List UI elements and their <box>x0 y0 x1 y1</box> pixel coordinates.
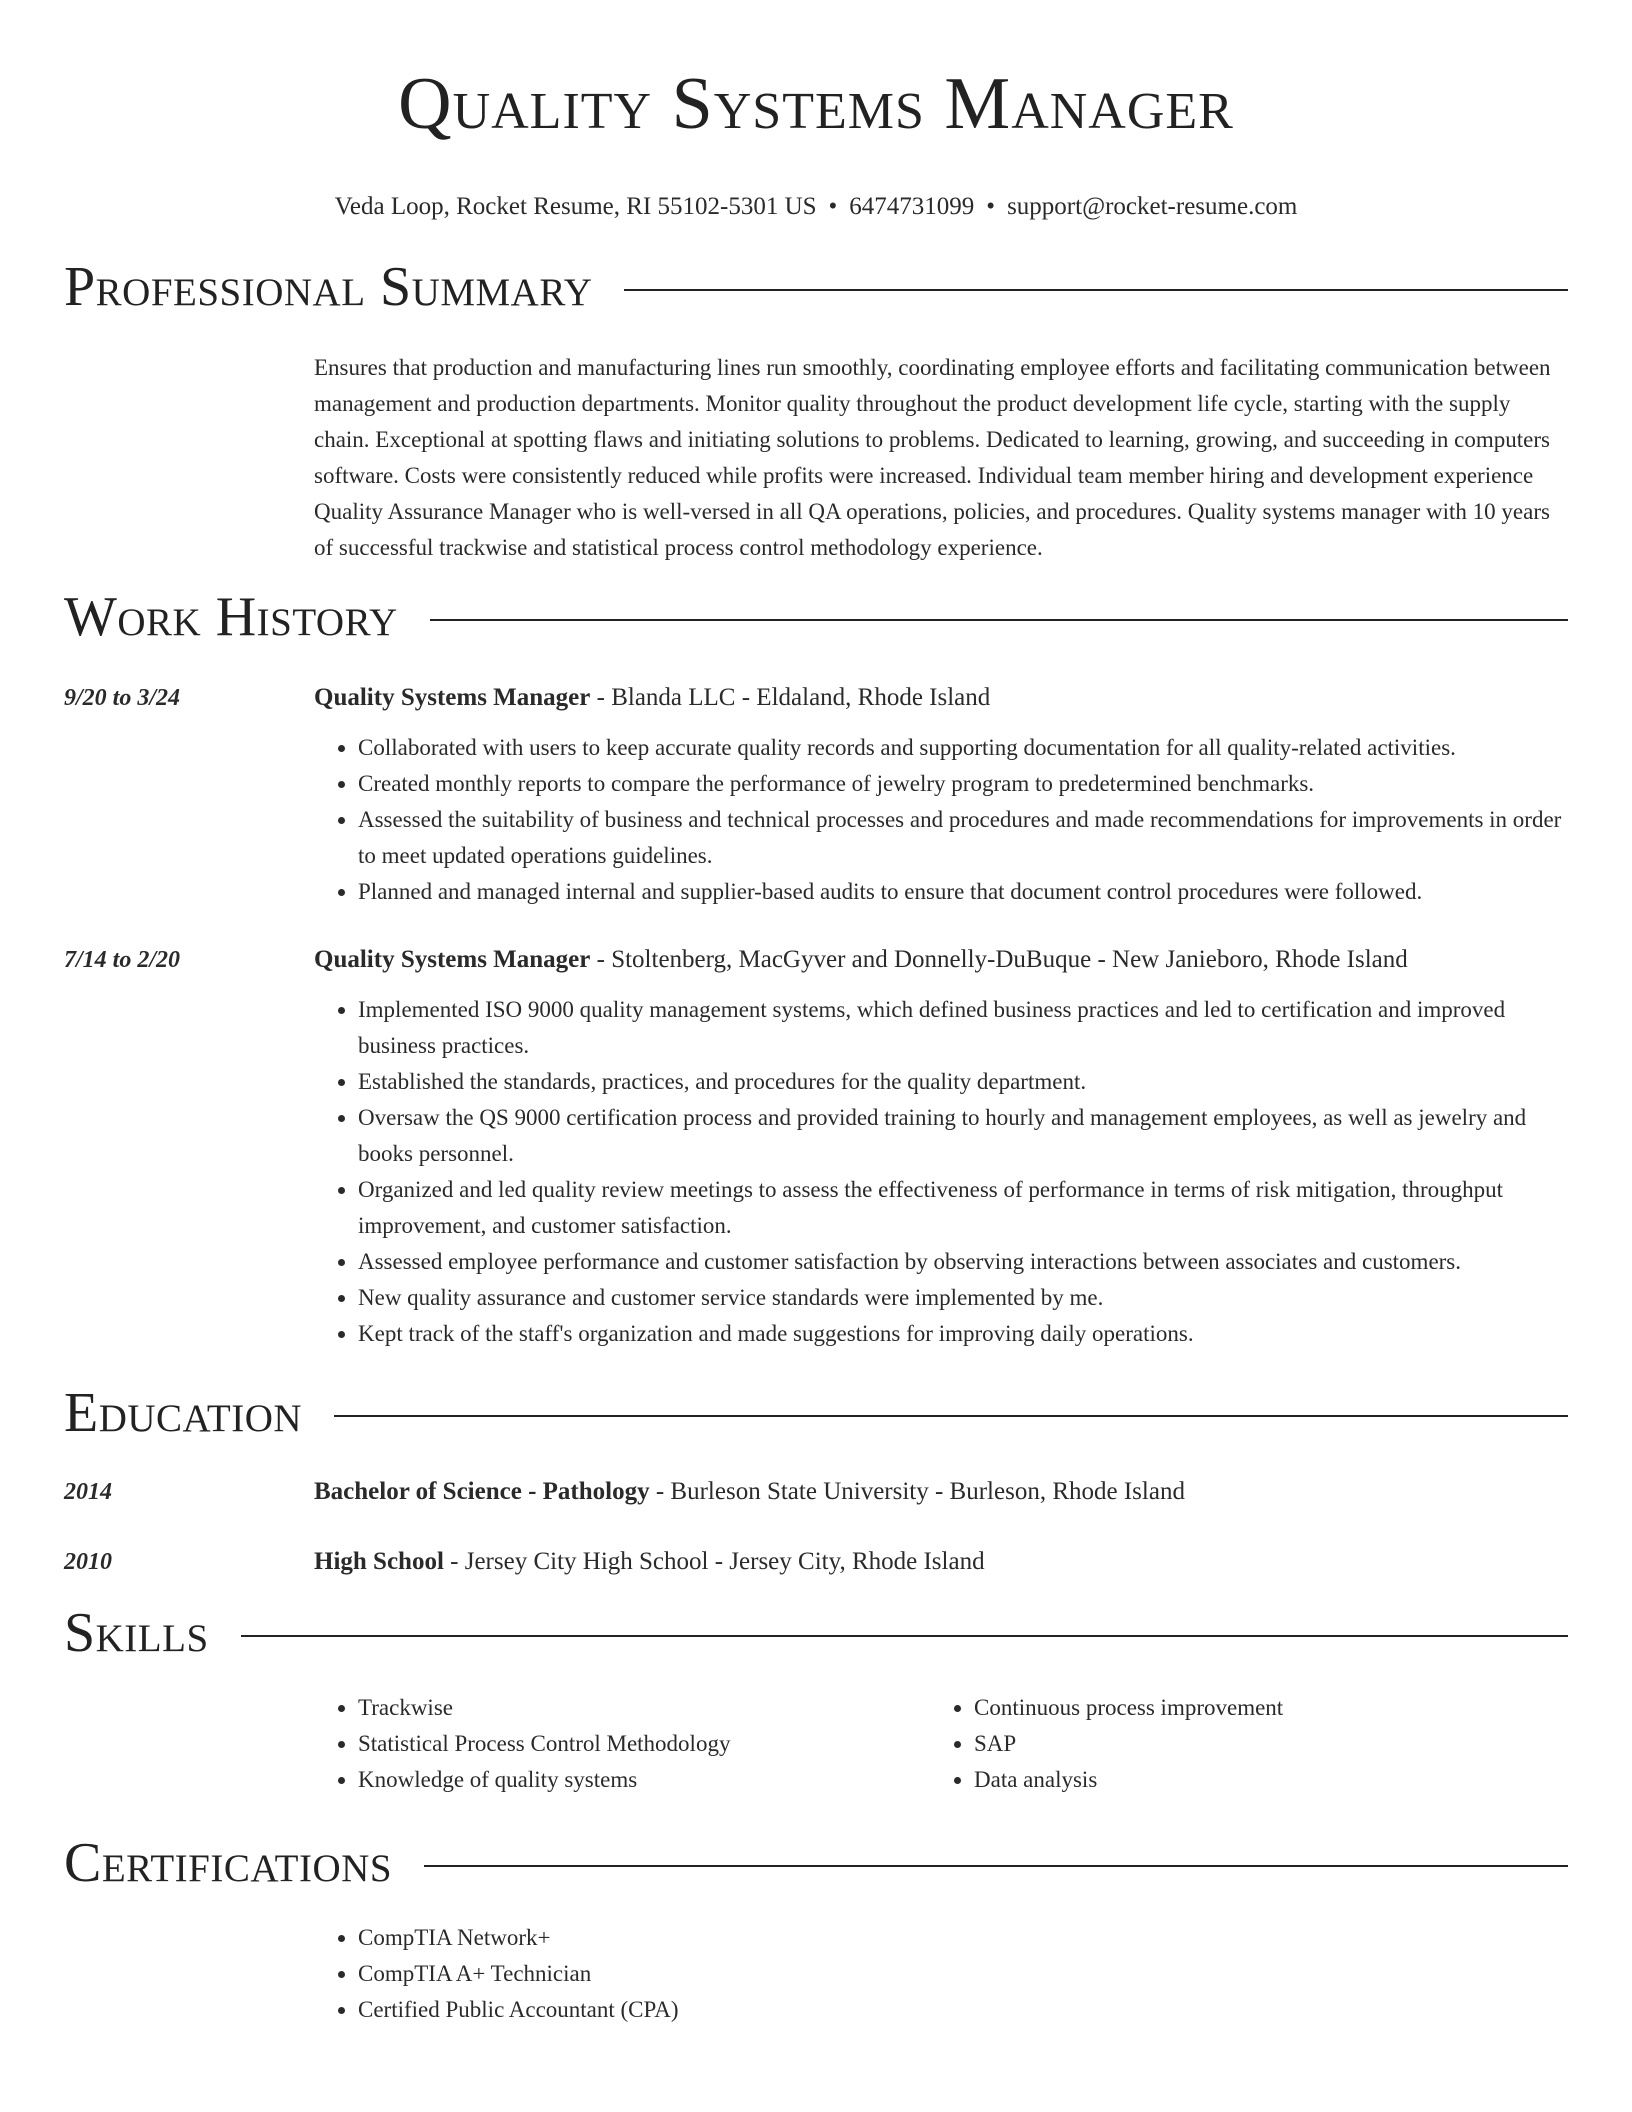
education-year: 2010 <box>64 1549 112 1575</box>
education-details: - Jersey City High School - Jersey City, Rhode Island <box>443 1548 985 1575</box>
certifications-section-header <box>64 1828 1568 1898</box>
job-details: - Stoltenberg, MacGyver and Donnelly-DuBuque - New Janieboro, Rhode Island <box>590 946 1408 973</box>
job-entry <box>64 680 1568 910</box>
section-divider <box>424 1865 1568 1867</box>
certifications-heading: Certifications <box>64 1832 393 1894</box>
section-divider <box>334 1415 1568 1417</box>
skill-item: • Trackwise <box>358 1690 930 1726</box>
skill-item: • Knowledge of quality systems <box>358 1762 930 1798</box>
job-bullets <box>314 730 1568 910</box>
job-bullet: • Organized and led quality review meetings to assess the effectiveness of performance in terms of risk mitigation, throughput improvement, and customer satisfaction. <box>358 1172 1568 1244</box>
summary-heading: Professional Summary <box>64 256 593 318</box>
job-bullet: • Assessed the suitability of business and technical processes and procedures and made recommendations for improvements in order to meet updated operations guidelines. <box>358 802 1568 874</box>
contact-phone: 6474731099 <box>849 193 975 220</box>
certification-item: • CompTIA Network+ <box>358 1920 1568 1956</box>
certification-item: • Certified Public Accountant (CPA) <box>358 1992 1568 2028</box>
skills-column-right <box>930 1690 1546 1798</box>
skills-column-left <box>314 1690 930 1798</box>
job-bullet: • Oversaw the QS 9000 certification process and provided training to hourly and management employees, as well as jewelry and books personnel. <box>358 1100 1568 1172</box>
contact-address: Veda Loop, Rocket Resume, RI 55102-5301 US <box>334 193 817 220</box>
job-bullet: • Kept track of the staff's organization and made suggestions for improving daily operations. <box>358 1316 1568 1352</box>
education-details: - Burleson State University - Burleson, Rhode Island <box>649 1478 1185 1505</box>
skill-item: • Data analysis <box>974 1762 1546 1798</box>
skills-heading: Skills <box>64 1602 209 1664</box>
job-details: - Blanda LLC - Eldaland, Rhode Island <box>590 684 991 711</box>
contact-separator: • <box>986 193 996 220</box>
job-bullet: • Planned and managed internal and supplier-based audits to ensure that document control procedures were followed. <box>358 874 1568 910</box>
summary-text: Ensures that production and manufacturing lines run smoothly, coordinating employee efforts and facilitating communication between management and production departments. Monitor quality throughout the product development life cycle, starting with the supply chain. Exceptional at spotting flaws and initiating solutions to problems. Dedicated to learning, growing, and succeeding in computers software. Costs were consistently reduced while profits were increased. Individual team member hiring and development experience Quality Assurance Manager who is well-versed in all QA operations, policies, and procedures. Quality systems manager with 10 years of successful trackwise and statistical process control methodology experience. <box>314 355 1551 560</box>
education-section-header <box>64 1378 1568 1448</box>
job-bullet: • Established the standards, practices, and procedures for the quality department. <box>358 1064 1568 1100</box>
job-heading <box>314 680 1568 716</box>
job-heading <box>314 942 1568 978</box>
job-bullets <box>314 992 1568 1352</box>
education-entry <box>64 1474 1568 1510</box>
job-bullet: • Collaborated with users to keep accurate quality records and supporting documentation for all quality-related activities. <box>358 730 1568 766</box>
resume-title: Quality Systems Manager <box>398 63 1234 145</box>
contact-separator: • <box>828 193 838 220</box>
education-heading: Education <box>64 1382 303 1444</box>
skill-item: • Continuous process improvement <box>974 1690 1546 1726</box>
skill-item: • Statistical Process Control Methodology <box>358 1726 930 1762</box>
section-divider <box>241 1635 1568 1637</box>
job-title: Quality Systems Manager <box>314 684 591 711</box>
skills-list <box>314 1690 1568 1798</box>
job-bullet: • New quality assurance and customer service standards were implemented by me. <box>358 1280 1568 1316</box>
contact-email: support@rocket-resume.com <box>1007 193 1298 220</box>
work-heading: Work History <box>64 586 398 648</box>
skills-section-header <box>64 1598 1568 1668</box>
contact-line <box>64 192 1568 222</box>
job-bullet: • Created monthly reports to compare the performance of jewelry program to predetermined benchmarks. <box>358 766 1568 802</box>
job-dates: 7/14 to 2/20 <box>64 947 181 973</box>
job-title: Quality Systems Manager <box>314 946 591 973</box>
education-entry <box>64 1544 1568 1580</box>
job-bullet: • Assessed employee performance and customer satisfaction by observing interactions between associates and customers. <box>358 1244 1568 1280</box>
section-divider <box>430 619 1568 621</box>
education-degree: High School <box>314 1548 444 1575</box>
education-heading-line <box>314 1544 1568 1580</box>
education-heading-line <box>314 1474 1568 1510</box>
certifications-bullets <box>314 1920 1568 2028</box>
skill-item: • SAP <box>974 1726 1546 1762</box>
job-dates: 9/20 to 3/24 <box>64 685 181 711</box>
section-divider <box>624 289 1568 291</box>
certifications-list <box>314 1920 1568 2028</box>
education-year: 2014 <box>64 1479 112 1505</box>
certification-item: • CompTIA A+ Technician <box>358 1956 1568 1992</box>
job-entry <box>64 942 1568 1352</box>
summary-section-header <box>64 252 1568 322</box>
work-section-header <box>64 582 1568 652</box>
education-degree: Bachelor of Science - Pathology <box>314 1478 650 1505</box>
job-bullet: • Implemented ISO 9000 quality management systems, which defined business practices and led to certification and improved business practices. <box>358 992 1568 1064</box>
